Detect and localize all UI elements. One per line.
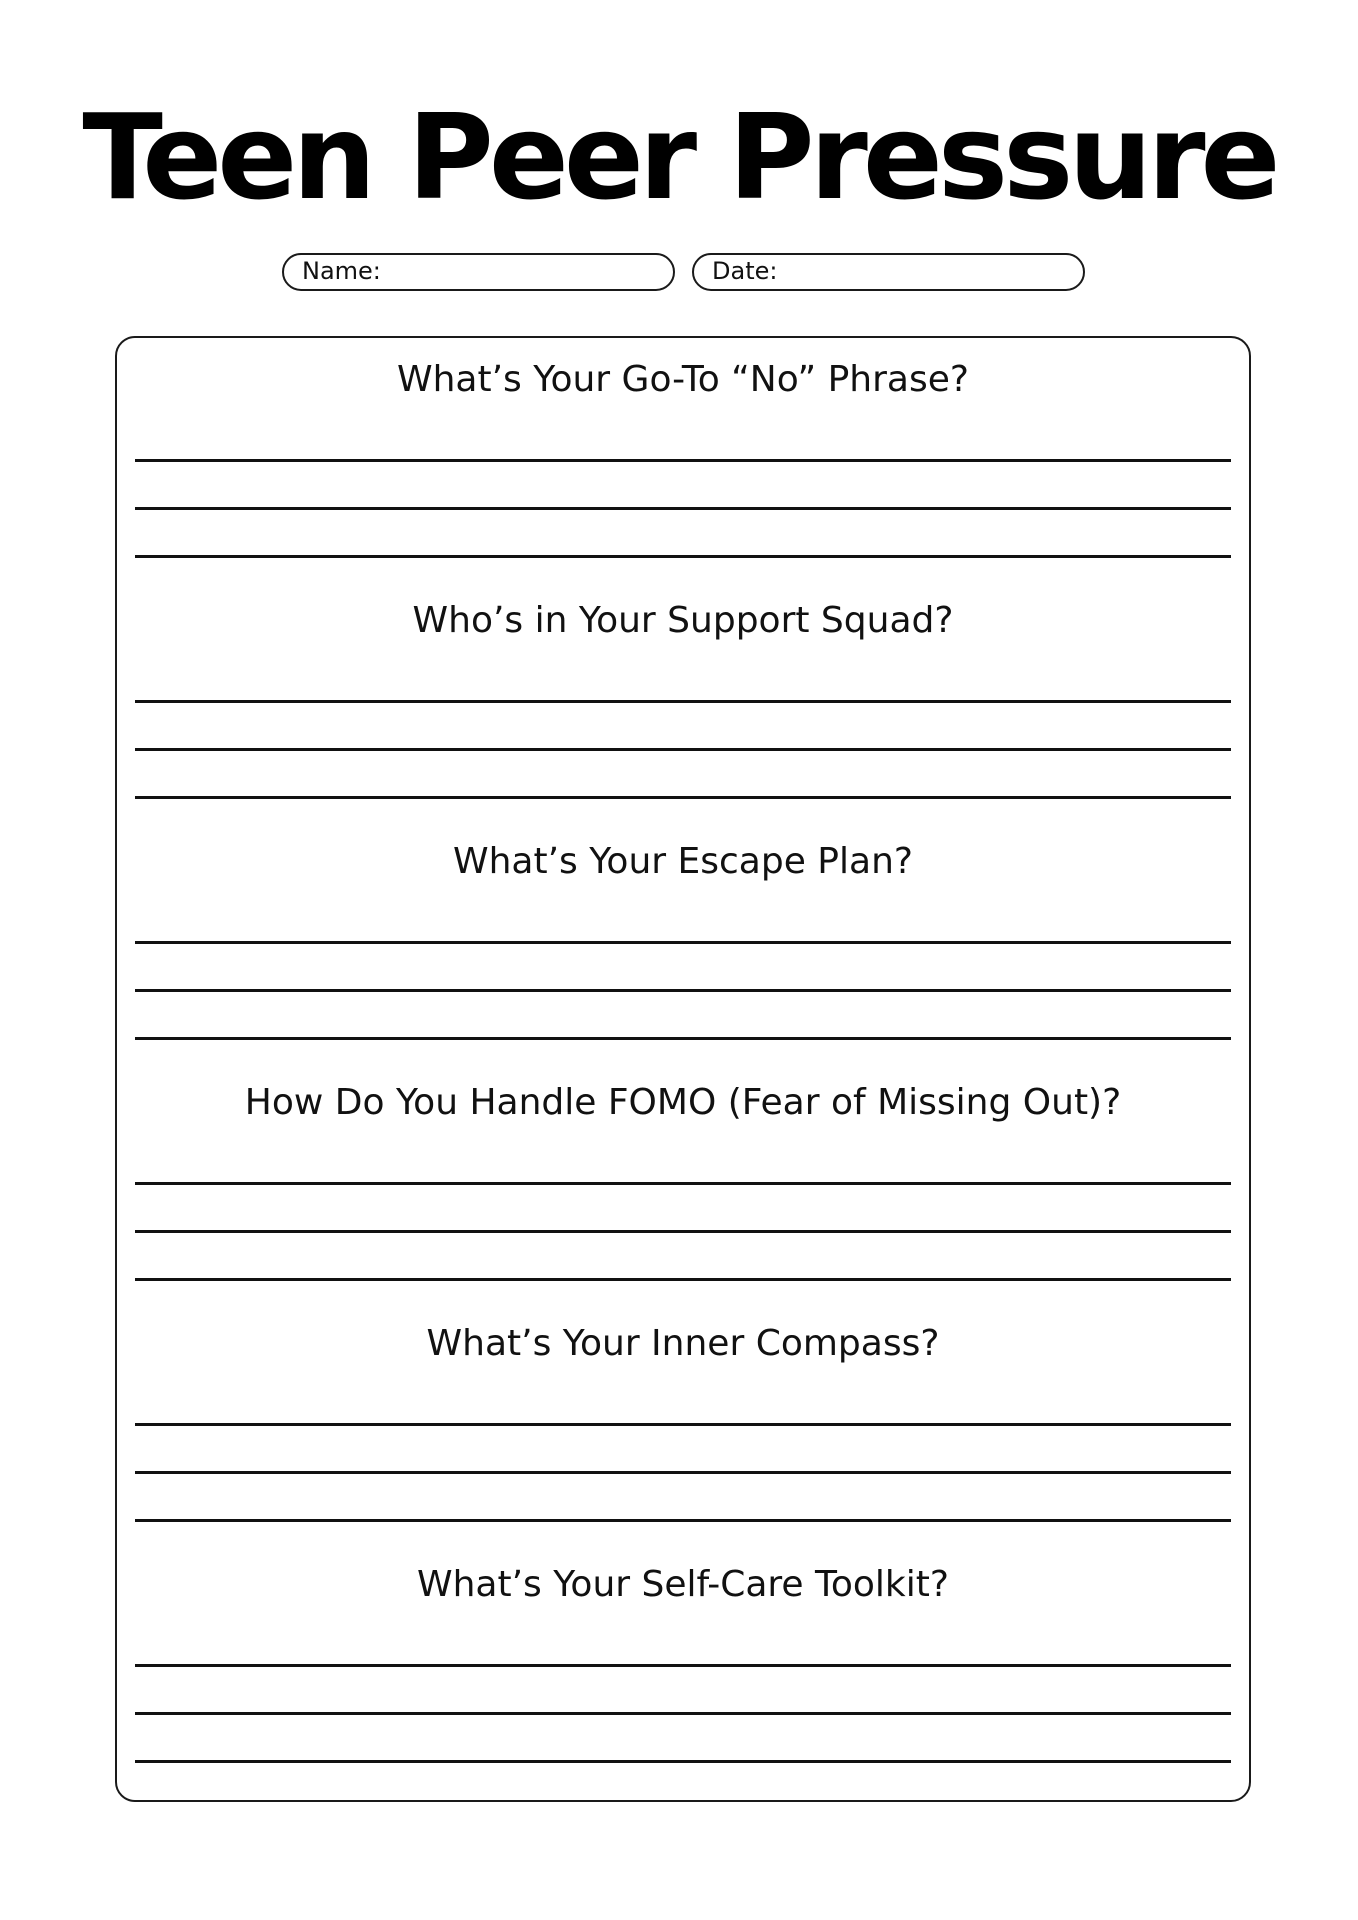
question-heading: Who’s in Your Support Squad? xyxy=(412,600,954,641)
answer-line[interactable] xyxy=(135,1230,1231,1233)
date-field[interactable] xyxy=(692,253,1085,291)
answer-line[interactable] xyxy=(135,1278,1231,1281)
date-label: Date: xyxy=(712,257,778,285)
answer-line[interactable] xyxy=(135,1664,1231,1667)
answer-line[interactable] xyxy=(135,1182,1231,1185)
answer-line[interactable] xyxy=(135,1519,1231,1522)
answer-line[interactable] xyxy=(135,507,1231,510)
question-heading: What’s Your Inner Compass? xyxy=(426,1323,940,1364)
answer-line[interactable] xyxy=(135,1423,1231,1426)
answer-line[interactable] xyxy=(135,1760,1231,1763)
answer-line[interactable] xyxy=(135,941,1231,944)
answer-line[interactable] xyxy=(135,700,1231,703)
answer-line[interactable] xyxy=(135,796,1231,799)
answer-line[interactable] xyxy=(135,1471,1231,1474)
name-field[interactable] xyxy=(282,253,675,291)
question-heading: What’s Your Escape Plan? xyxy=(452,841,914,882)
page-title: Teen Peer Pressure xyxy=(82,88,1276,226)
name-label: Name: xyxy=(302,257,381,285)
answer-line[interactable] xyxy=(135,1712,1231,1715)
answer-line[interactable] xyxy=(135,989,1231,992)
answer-line[interactable] xyxy=(135,1037,1231,1040)
question-heading: What’s Your Self-Care Toolkit? xyxy=(416,1564,950,1605)
questions-box xyxy=(115,336,1251,1802)
answer-line[interactable] xyxy=(135,459,1231,462)
answer-line[interactable] xyxy=(135,748,1231,751)
question-heading: How Do You Handle FOMO (Fear of Missing Out)? xyxy=(244,1082,1122,1123)
question-heading: What’s Your Go-To “No” Phrase? xyxy=(397,359,969,400)
answer-line[interactable] xyxy=(135,555,1231,558)
